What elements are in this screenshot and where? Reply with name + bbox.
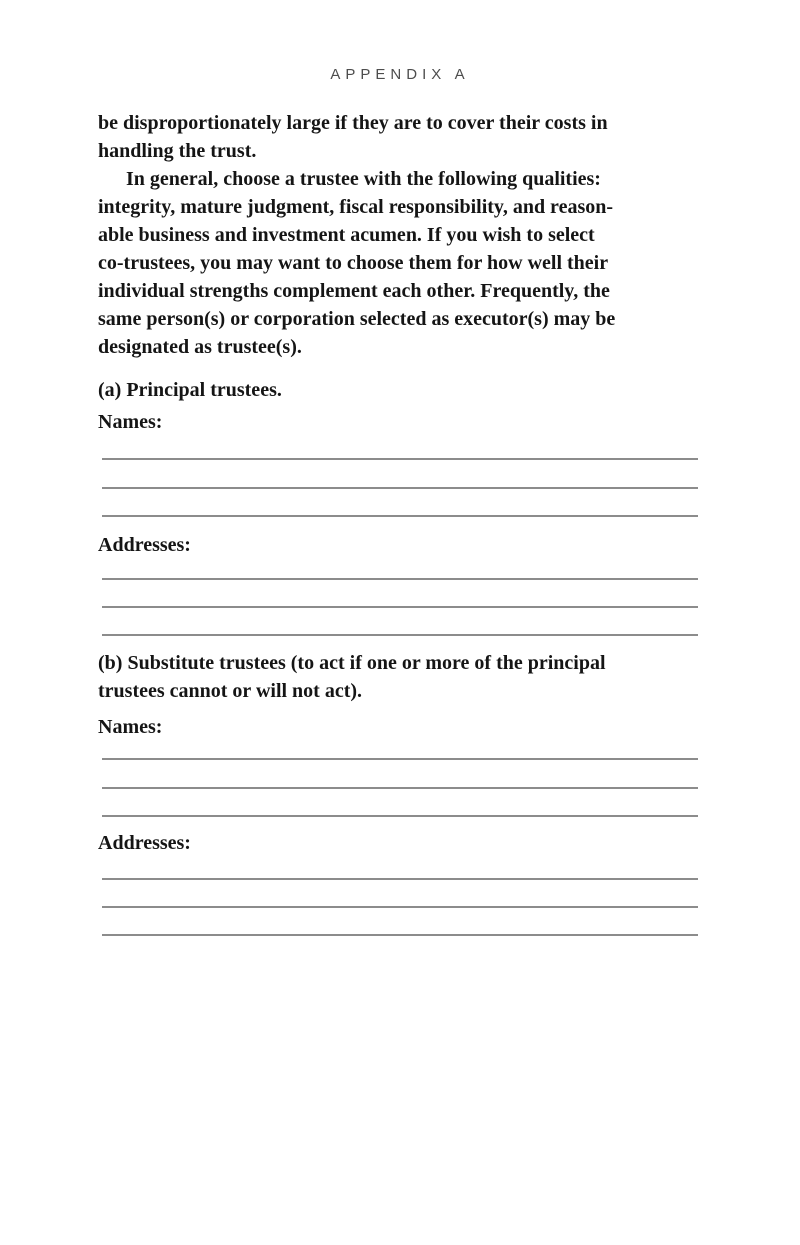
text-line: able business and investment acumen. If you wish to select (98, 224, 595, 246)
writing-line (102, 606, 698, 608)
section-b-names-label: Names: (98, 716, 163, 738)
writing-line (102, 878, 698, 880)
paragraph-1 (98, 109, 702, 165)
text-line: integrity, mature judgment, fiscal responsibility, and reason- (98, 196, 614, 218)
paragraph-2 (98, 165, 702, 361)
writing-line (102, 515, 698, 517)
writing-line (102, 634, 698, 636)
section-a-addresses-label: Addresses: (98, 534, 191, 556)
text-line: trustees cannot or will not act). (98, 680, 363, 702)
writing-line (102, 487, 698, 489)
writing-line (102, 787, 698, 789)
text-line: individual strengths complement each other. Frequently, the (98, 280, 610, 302)
text-line: designated as trustee(s). (98, 336, 302, 358)
text-line: same person(s) or corporation selected as executor(s) may be (98, 308, 616, 330)
text-line: co-trustees, you may want to choose them for how well their (98, 252, 609, 274)
running-head: APPENDIX A (330, 66, 470, 83)
writing-line (102, 458, 698, 460)
text-line: (b) Substitute trustees (to act if one or more of the principal (98, 652, 606, 674)
writing-line (102, 578, 698, 580)
writing-line (102, 758, 698, 760)
writing-line (102, 815, 698, 817)
text-line: In general, choose a trustee with the following qualities: (126, 168, 601, 190)
section-b-heading (98, 649, 702, 705)
writing-line (102, 906, 698, 908)
writing-line (102, 934, 698, 936)
text-line: be disproportionately large if they are to cover their costs in (98, 112, 608, 134)
section-a-heading: (a) Principal trustees. (98, 379, 282, 401)
section-b-addresses-label: Addresses: (98, 832, 191, 854)
text-line: handling the trust. (98, 140, 257, 162)
section-a-names-label: Names: (98, 411, 163, 433)
